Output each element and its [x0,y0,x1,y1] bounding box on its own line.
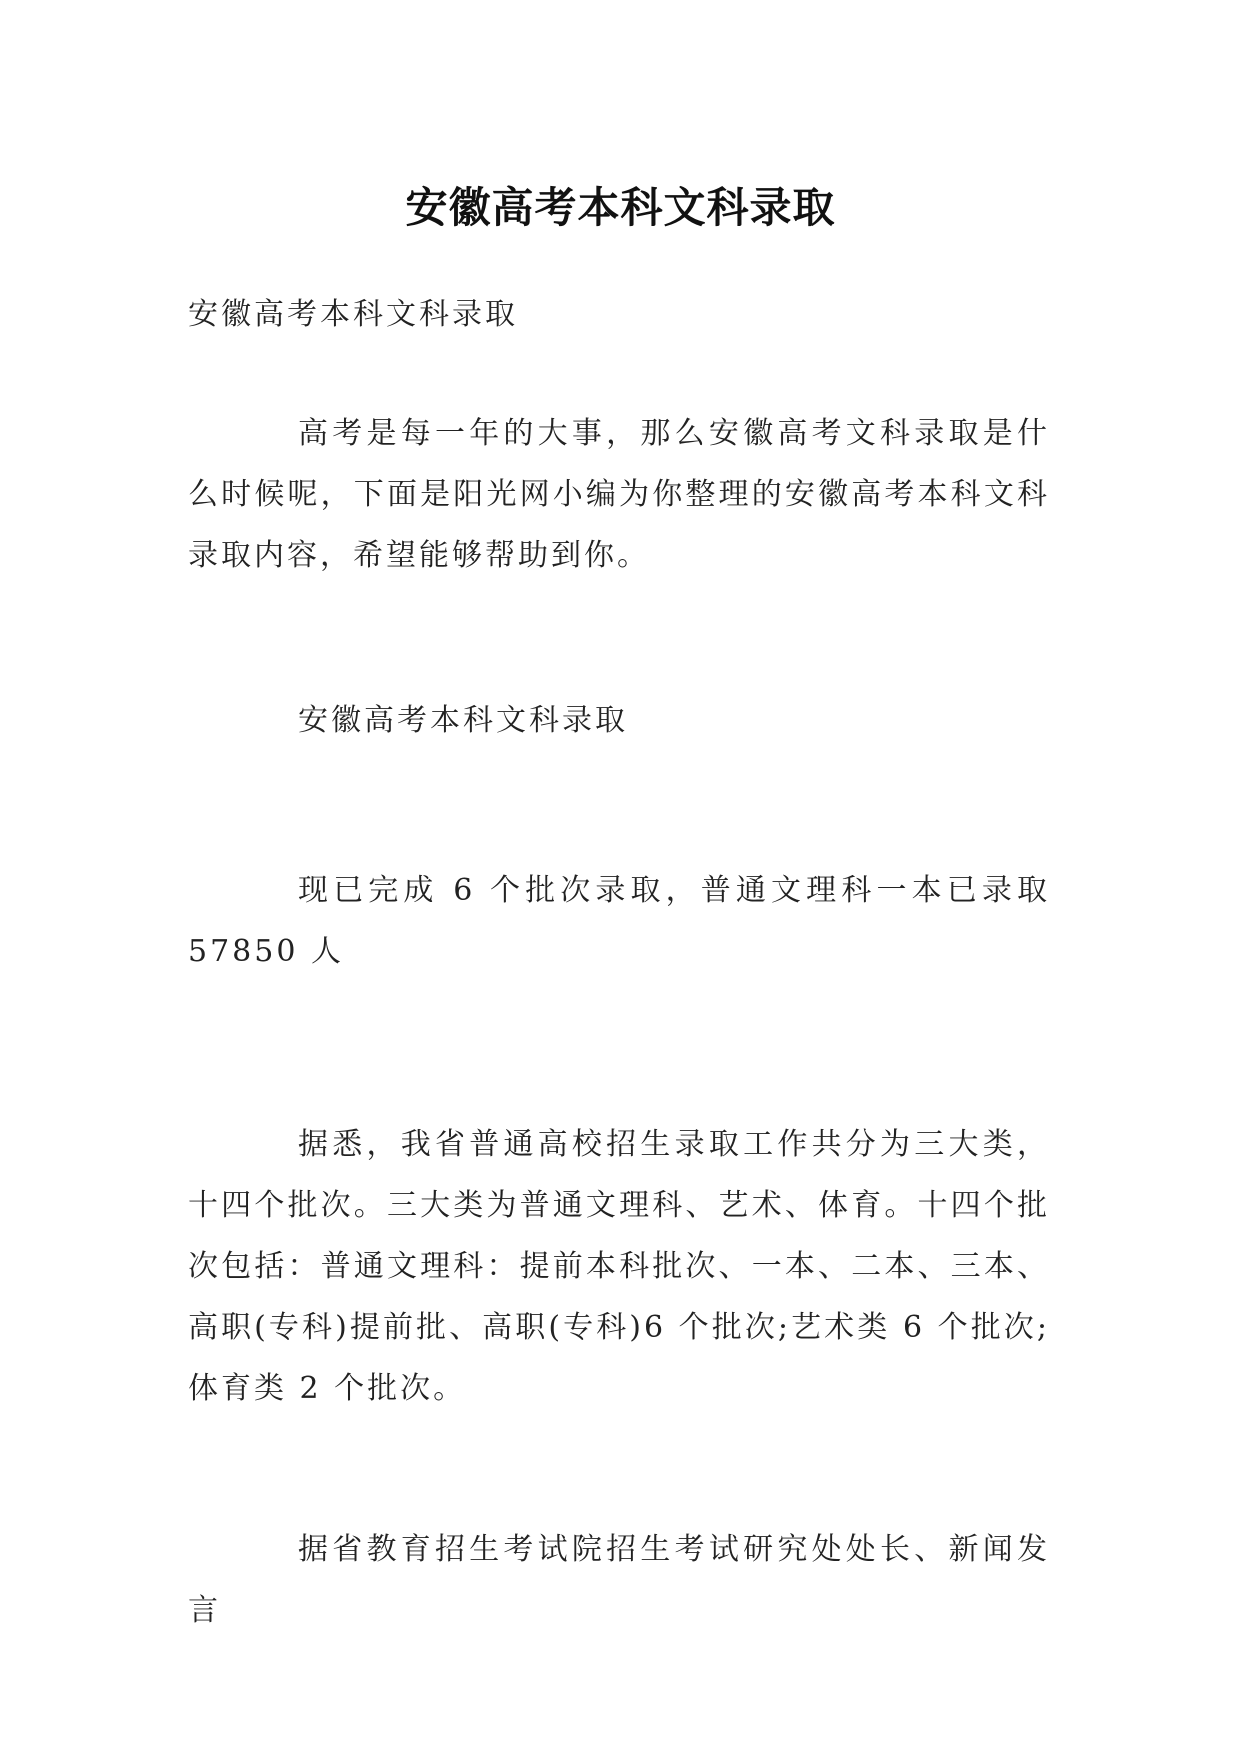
paragraph-section-heading: 安徽高考本科文科录取 [298,703,628,738]
paragraph-admission-count: 现已完成 6 个批次录取，普通文理科一本已录取 57850 人 [188,873,1050,969]
paragraph-spokesperson: 据省教育招生考试院招生考试研究处处长、新闻发言 [188,1532,1050,1628]
paragraph-batches: 据悉，我省普通高校招生录取工作共分为三大类，十四个批次。三大类为普通文理科、艺术、体育。十四个批次包括：普通文理科：提前本科批次、一本、二本、三本、高职(专科)提前批、高职(专科)6 个批次;艺术类 6 个批次;体育类 2 个批次。 [188,1127,1050,1406]
paragraph-intro: 高考是每一年的大事，那么安徽高考文科录取是什么时候呢，下面是阳光网小编为你整理的安徽高考本科文科录取内容，希望能够帮助到你。 [188,416,1050,573]
document-title: 安徽高考本科文科录取 [405,183,836,233]
document-subtitle: 安徽高考本科文科录取 [188,297,518,332]
